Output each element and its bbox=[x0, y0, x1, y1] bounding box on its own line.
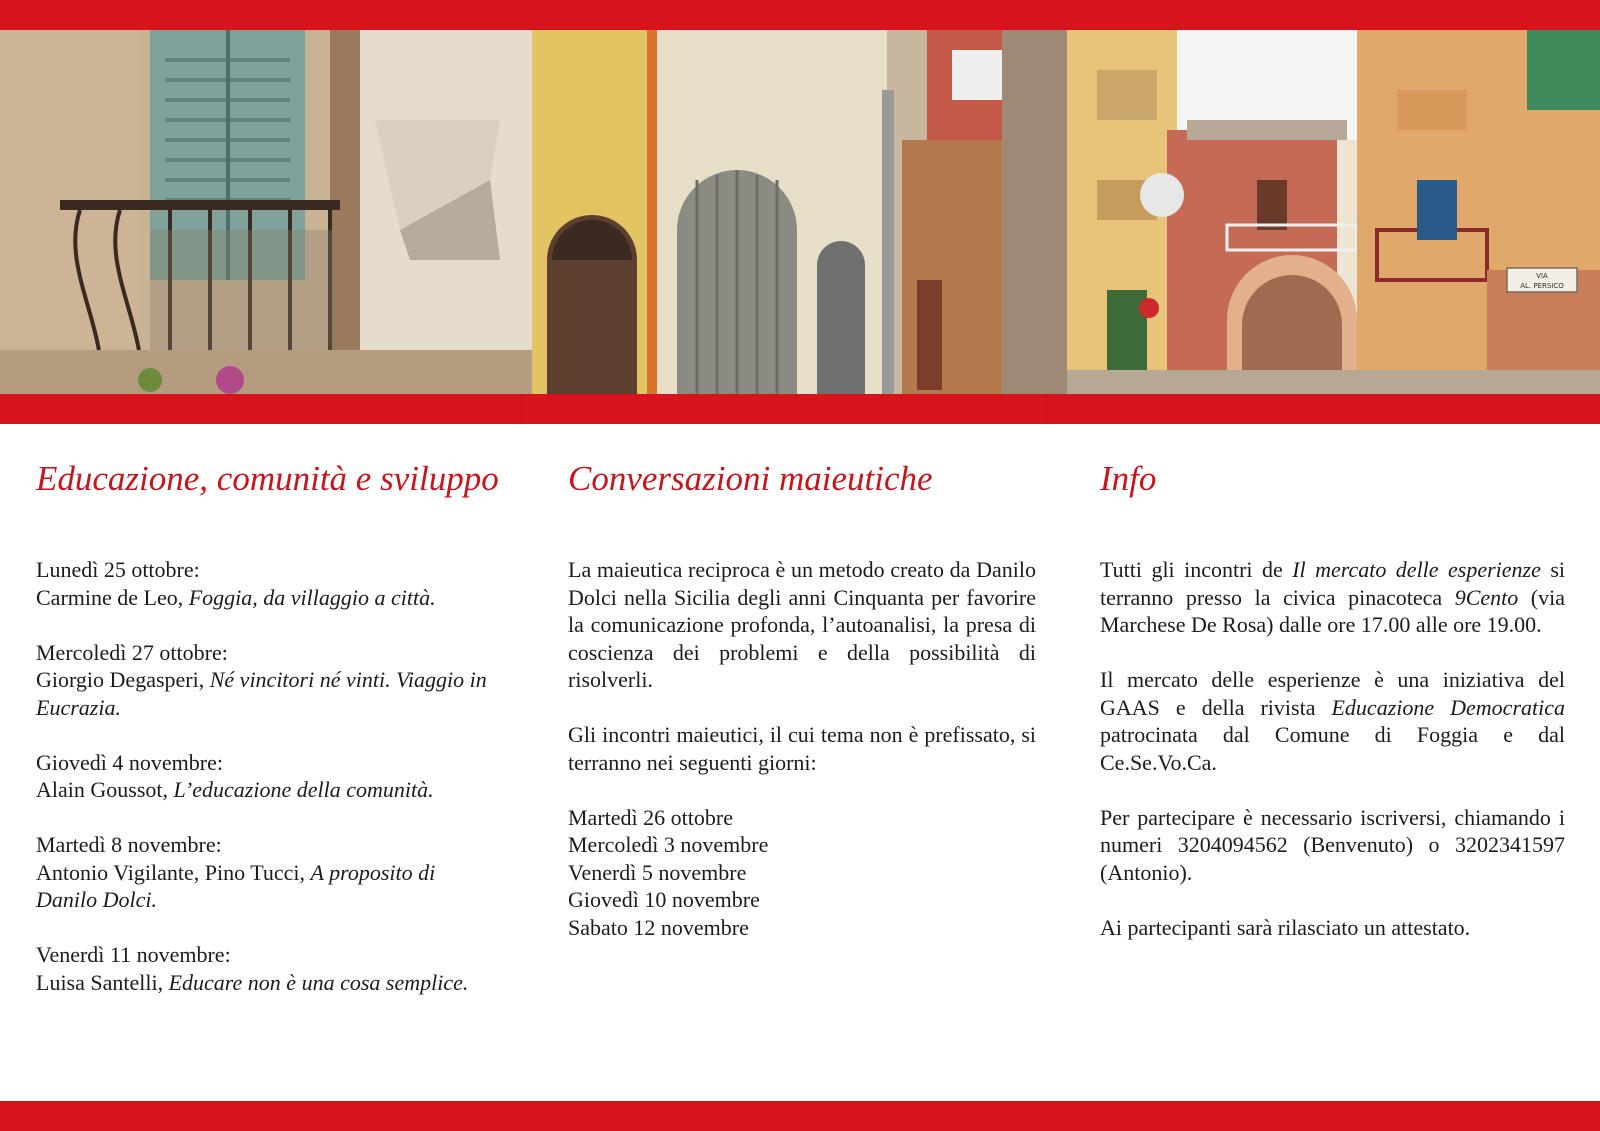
event-item bbox=[36, 639, 501, 722]
photo-street-view bbox=[1067, 30, 1600, 394]
photo-balcony bbox=[0, 30, 532, 394]
event-title: L’educazione della comunità. bbox=[173, 777, 434, 802]
heading-info: Info bbox=[1100, 459, 1157, 498]
event-speaker: Antonio Vigilante, Pino Tucci, bbox=[36, 859, 311, 885]
info-certificate: Ai partecipanti sarà rilasciato un attestato. bbox=[1100, 914, 1471, 940]
event-item bbox=[36, 749, 501, 804]
info-venue bbox=[1100, 556, 1565, 639]
heading-conversations: Conversazioni maieutiche bbox=[568, 459, 933, 498]
conversations-body bbox=[568, 556, 1036, 941]
column-education bbox=[36, 458, 501, 1024]
event-date: Lunedì 25 ottobre: bbox=[36, 557, 200, 582]
photo-strip bbox=[0, 30, 1600, 394]
list-item: Mercoledì 3 novembre bbox=[568, 832, 769, 857]
event-date: Venerdì 11 novembre: bbox=[36, 942, 231, 967]
event-date: Giovedì 4 novembre: bbox=[36, 749, 223, 775]
list-item: Venerdì 5 novembre bbox=[568, 859, 747, 885]
event-title: Educare non è una cosa semplice. bbox=[168, 969, 469, 995]
event-title: Foggia, da villaggio a città. bbox=[188, 584, 436, 610]
event-title: Né vincitori né vinti. Viaggio in Eucrazia. bbox=[36, 667, 487, 720]
list-item: Sabato 12 novembre bbox=[568, 914, 749, 940]
event-item bbox=[36, 556, 501, 611]
info-text: si terranno presso la civica pinacoteca bbox=[1100, 557, 1565, 610]
event-list bbox=[36, 556, 501, 996]
info-italic: Il mercato delle esperienze bbox=[1292, 557, 1541, 582]
event-speaker: Alain Goussot, bbox=[36, 777, 174, 802]
event-date: Mercoledì 27 ottobre: bbox=[36, 639, 228, 665]
event-speaker: Luisa Santelli, bbox=[36, 969, 169, 995]
info-registration: Per partecipare è necessario iscriversi, chiamando i numeri 3204094562 (Benvenuto) o 3202341597 (Antonio). bbox=[1100, 804, 1565, 885]
event-item bbox=[36, 941, 501, 996]
info-italic: 9Cento bbox=[1454, 584, 1519, 610]
list-item: Martedì 26 ottobre bbox=[568, 804, 733, 830]
street-sign-line2: AL. PERSICO bbox=[1520, 282, 1564, 290]
info-organizers bbox=[1100, 666, 1565, 776]
event-speaker: Carmine de Leo, bbox=[36, 584, 189, 610]
info-italic: Educazione Democratica bbox=[1331, 694, 1566, 720]
maieutics-description: La maieutica reciproca è un metodo creato da Danilo Dolci nella Sicilia degli anni Cinquanta per favorire la comunicazione profonda, l’autoanalisi, la presa di coscienza dei problemi e della possibilità di risolverli. bbox=[568, 557, 1036, 692]
column-conversations bbox=[568, 458, 1036, 941]
column-info bbox=[1100, 458, 1565, 969]
photo-arched-doors bbox=[532, 30, 1067, 394]
info-body bbox=[1100, 556, 1565, 941]
bottom-red-band bbox=[0, 1101, 1600, 1131]
list-item: Giovedì 10 novembre bbox=[568, 887, 760, 912]
event-speaker: Giorgio Degasperi, bbox=[36, 667, 210, 692]
middle-red-band bbox=[0, 394, 1600, 424]
maieutics-date-list bbox=[568, 804, 1036, 942]
info-text: Tutti gli incontri de bbox=[1100, 557, 1293, 582]
top-red-band bbox=[0, 0, 1600, 30]
event-item bbox=[36, 831, 501, 914]
heading-education: Educazione, comunità e sviluppo bbox=[36, 459, 499, 498]
info-text: patrocinata dal Comune di Foggia e dal Ce.Se.Vo.Ca. bbox=[1100, 722, 1565, 775]
maieutics-schedule-intro: Gli incontri maieutici, il cui tema non è prefissato, si terranno nei seguenti giorni: bbox=[568, 722, 1036, 775]
event-title: A proposito di Danilo Dolci. bbox=[36, 859, 436, 912]
info-text: Il mercato delle esperienze è una iniziativa del GAAS e della rivista bbox=[1100, 667, 1565, 720]
info-text: (via Marchese De Rosa) dalle ore 17.00 alle ore 19.00. bbox=[1100, 584, 1565, 637]
street-sign-line1: VIA bbox=[1536, 272, 1548, 280]
event-date: Martedì 8 novembre: bbox=[36, 832, 222, 857]
